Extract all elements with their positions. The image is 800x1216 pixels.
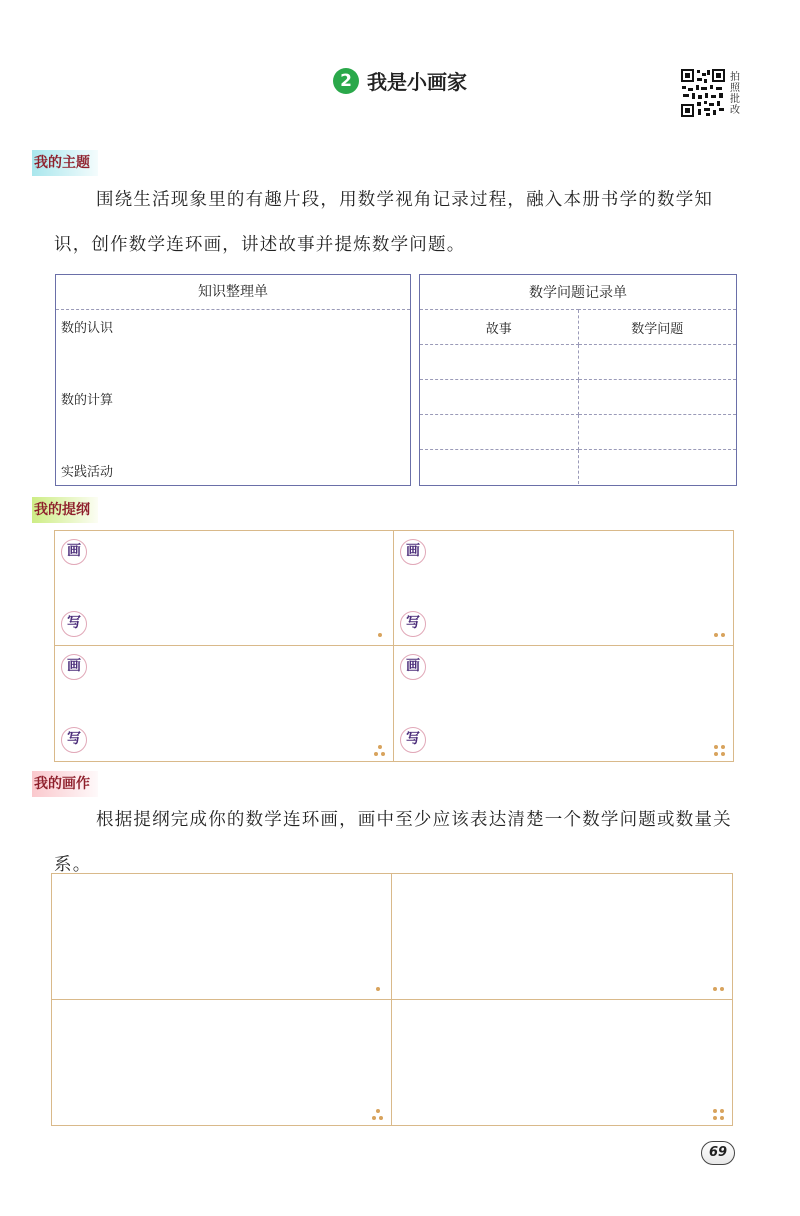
column-header-math-problem: 数学问题	[578, 310, 736, 345]
knowledge-table	[55, 274, 411, 486]
qr-code-icon[interactable]	[680, 68, 726, 118]
math-problem-cell[interactable]	[578, 415, 736, 450]
draw-badge: 画	[400, 539, 426, 565]
outline-panel[interactable]	[55, 646, 394, 761]
draw-badge: 画	[400, 654, 426, 680]
table-row	[420, 345, 736, 380]
story-cell[interactable]	[420, 415, 578, 450]
lesson-number-badge: 2	[333, 68, 359, 94]
drawing-panel[interactable]	[392, 1000, 732, 1126]
panel-number-dots	[371, 1109, 385, 1121]
outline-panel[interactable]	[394, 531, 733, 646]
table-row	[420, 415, 736, 450]
story-cell[interactable]	[420, 450, 578, 485]
story-cell[interactable]	[420, 345, 578, 380]
write-badge: 写	[61, 611, 87, 637]
math-problem-record-table	[419, 274, 737, 486]
outline-panel-grid	[54, 530, 734, 762]
story-cell[interactable]	[420, 380, 578, 415]
section-heading-theme: 我的主题	[32, 150, 98, 176]
draw-badge: 画	[61, 654, 87, 680]
table-row	[420, 450, 736, 485]
write-badge: 写	[400, 727, 426, 753]
lesson-title: 我是小画家	[367, 70, 467, 94]
drawing-panel-grid	[51, 873, 733, 1126]
panel-number-dots	[713, 629, 727, 641]
drawing-paragraph: 根据提纲完成你的数学连环画，画中至少应该表达清楚一个数学问题或数量关系。	[54, 810, 732, 875]
drawing-panel[interactable]	[392, 874, 732, 1000]
outline-panel[interactable]	[394, 646, 733, 761]
math-problem-cell[interactable]	[578, 345, 736, 380]
knowledge-item[interactable]: 数的计算	[61, 393, 114, 408]
panel-number-dots	[712, 983, 726, 995]
theme-paragraph: 围绕生活现象里的有趣片段，用数学视角记录过程，融入本册书学的数学知识，创作数学连环画，讲述故事并提炼数学问题。	[54, 190, 714, 255]
knowledge-table-title: 知识整理单	[56, 275, 410, 310]
record-table-title: 数学问题记录单	[420, 275, 736, 310]
math-problem-cell[interactable]	[578, 380, 736, 415]
drawing-panel[interactable]	[52, 874, 392, 1000]
section-heading-outline: 我的提纲	[32, 497, 98, 523]
page-number: 69	[701, 1141, 735, 1165]
column-header-story: 故事	[420, 310, 578, 345]
draw-badge: 画	[61, 539, 87, 565]
panel-number-dots	[373, 745, 387, 757]
qr-code-label: 拍照批改	[730, 72, 740, 116]
outline-panel[interactable]	[55, 531, 394, 646]
drawing-panel[interactable]	[52, 1000, 392, 1126]
knowledge-item[interactable]: 实践活动	[61, 465, 114, 480]
panel-number-dots	[373, 629, 387, 641]
panel-number-dots	[371, 983, 385, 995]
section-heading-drawing: 我的画作	[32, 771, 98, 797]
math-problem-cell[interactable]	[578, 450, 736, 485]
write-badge: 写	[400, 611, 426, 637]
table-row	[420, 380, 736, 415]
panel-number-dots	[713, 745, 727, 757]
panel-number-dots	[712, 1109, 726, 1121]
knowledge-item[interactable]: 数的认识	[61, 321, 114, 336]
write-badge: 写	[61, 727, 87, 753]
